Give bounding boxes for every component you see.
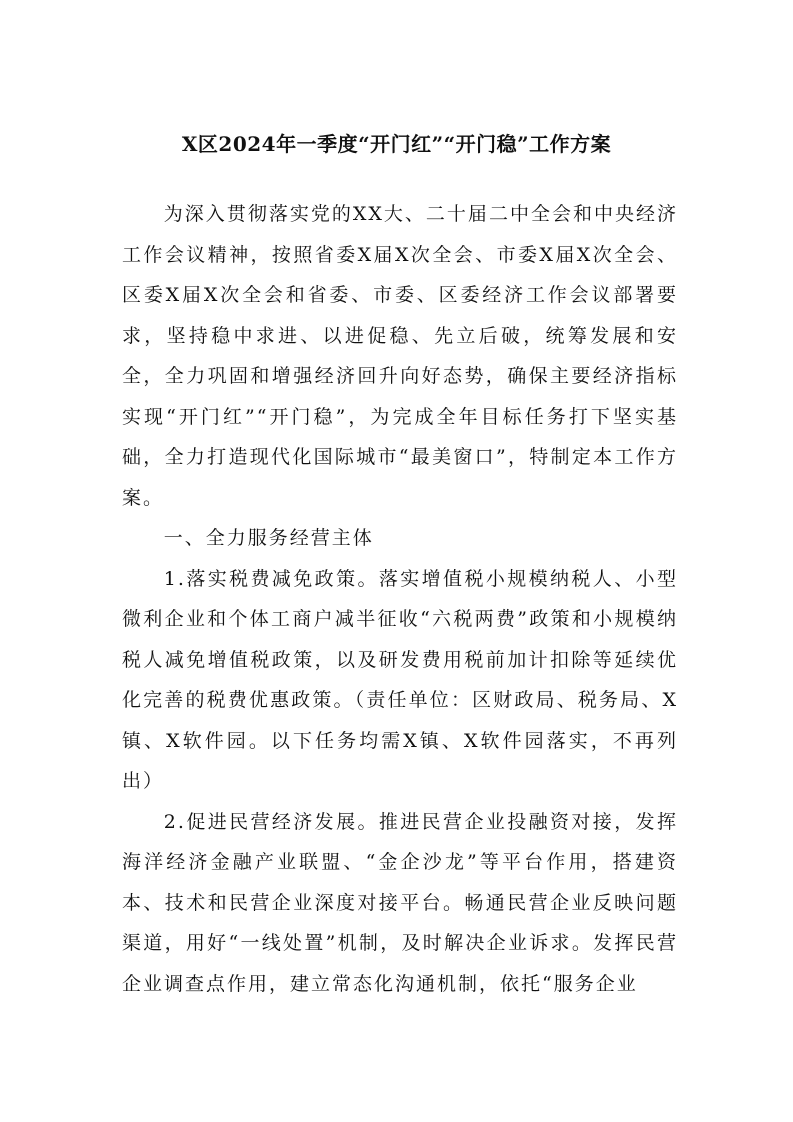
- item-paragraph-1: 1.落实税费减免政策。落实增值税小规模纳税人、小型微利企业和个体工商户减半征收“六税两费”政策和小规模纳税人减免增值税政策，以及研发费用税前加计扣除等延续优化完善的税费优惠政策。（责任单位：区财政局、税务局、X镇、X软件园。以下任务均需X镇、X软件园落实，不再列出）: [122, 567, 678, 792]
- item-paragraph-2: 2.促进民营经济发展。推进民营企业投融资对接，发挥海洋经济金融产业联盟、“金企沙龙”等平台作用，搭建资本、技术和民营企业深度对接平台。畅通民营企业反映问题渠道，用好“一线处置”机制，及时解决企业诉求。发挥民营企业调查点作用，建立常态化沟通机制，依托“服务企业: [122, 810, 678, 995]
- document-title: X区2024年一季度“开门红”“开门稳”工作方案: [181, 132, 612, 156]
- section-heading: 一、全力服务经营主体: [163, 527, 374, 549]
- intro-paragraph: 为深入贯彻落实党的XX大、二十届二中全会和中央经济工作会议精神，按照省委X届X次全会、市委X届X次全会、区委X届X次全会和省委、市委、区委经济工作会议部署要求，坚持稳中求进、以进促稳、先立后破，统筹发展和安全，全力巩固和增强经济回升向好态势，确保主要经济指标实现“开门红”“开门稳”，为完成全年目标任务打下坚实基础，全力打造现代化国际城市“最美窗口”，特制定本工作方案。: [122, 203, 678, 509]
- document-body: [122, 194, 678, 1004]
